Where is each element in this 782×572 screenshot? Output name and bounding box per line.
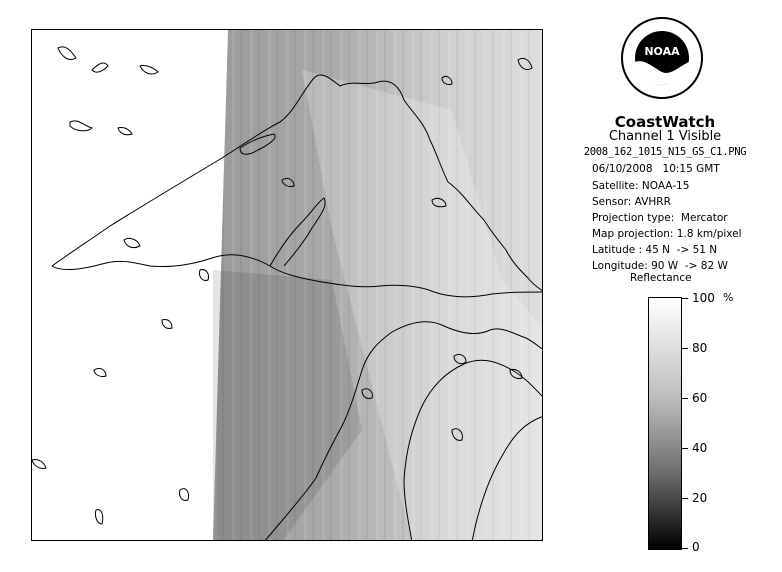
product-title: CoastWatch bbox=[614, 113, 716, 131]
sensor-line: Sensor: AVHRR bbox=[592, 196, 671, 208]
reflectance-colorbar bbox=[648, 297, 682, 550]
date-time: 06/10/2008 10:15 GMT bbox=[592, 163, 720, 175]
projection-type-line: Projection type: Mercator bbox=[592, 212, 728, 224]
colorbar-tick bbox=[682, 498, 688, 499]
colorbar-tick bbox=[682, 448, 688, 449]
longitude-line: Longitude: 90 W -> 82 W bbox=[592, 260, 728, 272]
colorbar-label: Reflectance bbox=[630, 272, 692, 284]
colorbar-tick bbox=[682, 548, 688, 549]
file-name: 2008_162_1015_N15_GS_C1.PNG bbox=[583, 146, 747, 158]
colorbar-tick-label: 0 bbox=[692, 540, 700, 554]
colorbar-tick-label: 100 bbox=[692, 291, 715, 305]
satellite-line: Satellite: NOAA-15 bbox=[592, 180, 690, 192]
map-canvas bbox=[32, 30, 543, 541]
colorbar-tick-label: 80 bbox=[692, 341, 708, 355]
latitude-line: Latitude : 45 N -> 51 N bbox=[592, 244, 718, 256]
colorbar-tick bbox=[682, 298, 688, 299]
colorbar-tick-label: 20 bbox=[692, 491, 708, 505]
colorbar-tick bbox=[682, 398, 688, 399]
channel-subtitle: Channel 1 Visible bbox=[608, 129, 722, 144]
colorbar-tick-label: 40 bbox=[692, 441, 708, 455]
colorbar-tick bbox=[682, 348, 688, 349]
logo-text: NOAA bbox=[644, 45, 680, 58]
colorbar-tick-label: 60 bbox=[692, 391, 708, 405]
map-projection-line: Map projection: 1.8 km/pixel bbox=[592, 228, 742, 240]
noaa-logo bbox=[620, 16, 704, 100]
satellite-map bbox=[31, 29, 543, 541]
colorbar-unit: % bbox=[723, 291, 734, 304]
